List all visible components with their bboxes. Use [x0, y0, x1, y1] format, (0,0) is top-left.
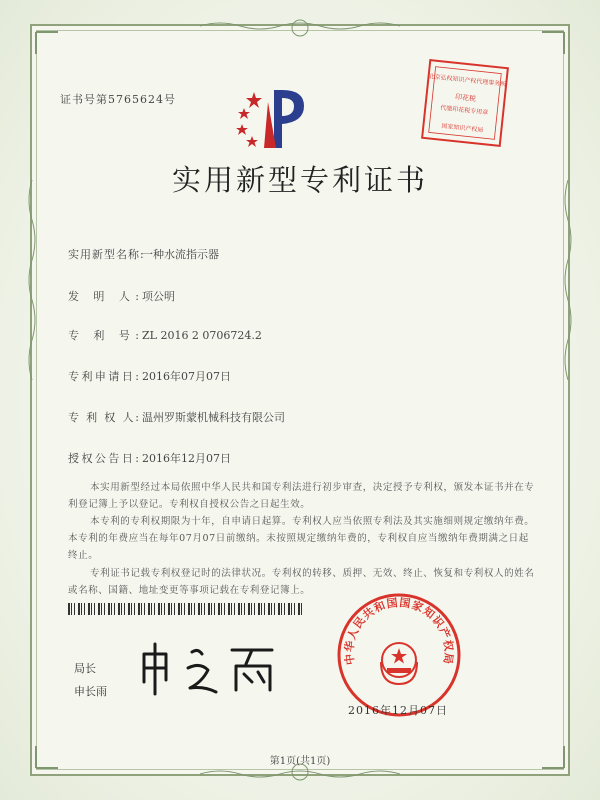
field-value: 2016年12月07日: [142, 452, 231, 465]
barcode-bar: [118, 603, 120, 615]
barcode-bar: [231, 603, 232, 615]
agency-stamp-line3: 代缴印花税专用章: [439, 104, 489, 117]
agency-stamp-icon: [420, 58, 510, 148]
barcode-bar: [128, 603, 130, 615]
field-value: 温州罗斯蒙机械科技有限公司: [142, 411, 285, 424]
barcode-bar: [81, 603, 82, 615]
barcode-bar: [201, 603, 202, 615]
patent-office-emblem-icon: [234, 84, 314, 154]
signature-title: 局长: [74, 662, 96, 675]
barcode-bar: [254, 603, 255, 615]
barcode-bar: [274, 603, 275, 615]
barcode-bar: [221, 603, 222, 615]
paragraph-legal-status: 专利证书记载专利权登记时的法律状况。专利权的转移、质押、无效、终止、恢复和专利权人的姓名或名称、国籍、地址变更等事项记载在专利登记簿上。: [68, 568, 535, 596]
field-utility-model-name: [68, 246, 219, 262]
agency-stamp-line4: 国家知识产权局: [441, 122, 484, 135]
barcode-bar: [168, 603, 170, 615]
barcode-bar: [138, 603, 140, 615]
barcode-bar: [224, 603, 225, 615]
barcode-bar: [284, 603, 285, 615]
barcode-bar: [151, 603, 152, 615]
handwritten-signature-icon: [136, 640, 286, 700]
barcode-bar: [178, 603, 180, 615]
barcode-bar: [144, 603, 145, 615]
barcode-bar: [301, 603, 302, 615]
paragraph-grant-statement: 本实用新型经过本局依照中华人民共和国专利法进行初步审查，决定授予专利权，颁发本证书并在专利登记簿上予以登记。专利权自授权公告之日起生效。: [68, 482, 535, 510]
barcode-bar: [121, 603, 122, 615]
paragraph-term-and-fees: 本专利的专利权期限为十年，自申请日起算。专利权人应当依照专利法及其实施细则规定缴纳年费。本专利的年费应当在每年07月07日前缴纳。未按照规定缴纳年费的，专利权自应当缴纳年费期满之日起终止。: [68, 516, 535, 561]
agency-stamp-line1: 北京弘权知识产权代理事务所: [428, 73, 507, 89]
barcode-bar: [214, 603, 215, 615]
official-seal-icon: [334, 590, 464, 720]
barcode-bar: [251, 603, 252, 615]
page-title: 实用新型专利证书: [171, 163, 428, 197]
field-label: 专 利 权 人:: [68, 411, 140, 424]
barcode-bar: [164, 603, 165, 615]
barcode-bar: [141, 603, 142, 615]
barcode-bar: [124, 603, 125, 615]
certificate-number: 证书号第5765624号: [60, 93, 176, 106]
barcode-bar: [98, 603, 100, 615]
barcode-bar: [84, 603, 85, 615]
field-application-date: [68, 368, 231, 384]
seal-date: 2016年12月07日: [348, 704, 448, 717]
barcode-bar: [191, 603, 192, 615]
seal-text: 中华人民共和国国家知识产权局: [342, 596, 456, 666]
barcode-bar: [261, 603, 262, 615]
barcode-bar: [264, 603, 265, 615]
barcode-bar: [268, 603, 270, 615]
field-value: 项公明: [142, 290, 175, 303]
field-label: 专 利 号:: [68, 329, 140, 342]
field-label: 发 明 人:: [68, 290, 140, 303]
barcode-bar: [74, 603, 75, 615]
barcode-bar: [288, 603, 290, 615]
barcode-bar: [258, 603, 260, 615]
field-grant-date: [68, 450, 231, 466]
barcode-bar: [194, 603, 195, 615]
barcode-bar: [94, 603, 95, 615]
barcode-bar: [291, 603, 292, 615]
barcode-bar: [158, 603, 160, 615]
agency-stamp-line2: 印花税: [454, 92, 477, 104]
barcode-bar: [101, 603, 102, 615]
barcode-bar: [68, 603, 70, 615]
barcode-bar: [148, 603, 150, 615]
barcode-bar: [241, 603, 242, 615]
field-label: 授权公告日:: [68, 452, 140, 465]
barcode-bar: [281, 603, 282, 615]
barcode-bar: [248, 603, 250, 615]
field-label: 实用新型名称:: [68, 248, 145, 261]
page-number: 第1页(共1页): [269, 756, 331, 767]
barcode-bar: [134, 603, 135, 615]
barcode-bar: [234, 603, 235, 615]
barcode-bar: [111, 603, 112, 615]
barcode-bar: [294, 603, 295, 615]
barcode-bar: [108, 603, 110, 615]
barcode-bar: [298, 603, 300, 615]
barcode-bar: [78, 603, 80, 615]
field-patentee: [68, 409, 285, 425]
field-label: 专利申请日:: [68, 370, 140, 383]
barcode-bar: [271, 603, 272, 615]
barcode-bar: [114, 603, 115, 615]
field-value: 2016年07月07日: [142, 370, 231, 383]
barcode-bar: [198, 603, 200, 615]
barcode-bar: [154, 603, 155, 615]
barcode-bar: [184, 603, 185, 615]
barcode-bar: [278, 603, 280, 615]
barcode-bar: [188, 603, 190, 615]
barcode-bar: [104, 603, 105, 615]
barcode-bar: [238, 603, 240, 615]
field-value: 一种水流指示器: [142, 248, 219, 261]
barcode-bar: [91, 603, 92, 615]
signature-printed-name: 申长雨: [74, 685, 107, 698]
barcode-bar: [174, 603, 175, 615]
barcode-bar: [228, 603, 230, 615]
field-inventor: [68, 288, 175, 304]
barcode-bar: [211, 603, 212, 615]
barcode-bar: [88, 603, 90, 615]
barcode-icon: [68, 603, 308, 615]
barcode-bar: [161, 603, 162, 615]
barcode-bar: [131, 603, 132, 615]
barcode-bar: [181, 603, 182, 615]
barcode-bar: [204, 603, 205, 615]
barcode-bar: [171, 603, 172, 615]
barcode-bar: [71, 603, 72, 615]
barcode-bar: [208, 603, 210, 615]
field-patent-number: [68, 327, 262, 343]
barcode-bar: [218, 603, 220, 615]
barcode-bar: [244, 603, 245, 615]
field-value: ZL 2016 2 0706724.2: [142, 329, 262, 342]
